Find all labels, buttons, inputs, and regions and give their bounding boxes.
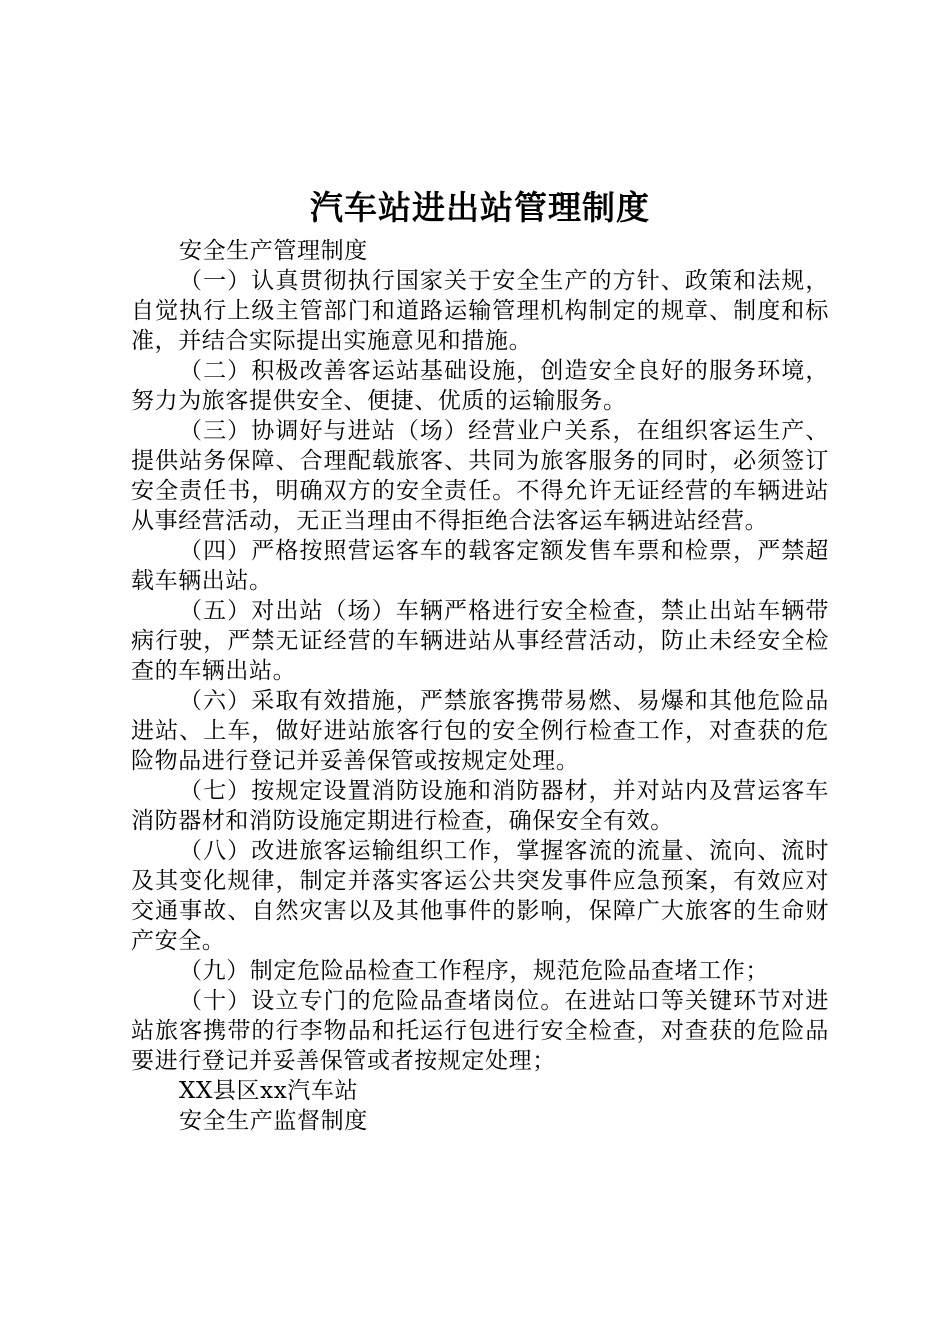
document-title: 汽车站进出站管理制度 — [310, 188, 650, 227]
document-page — [131, 180, 829, 1136]
list-item-3: （三）协调好与进站（场）经营业户关系，在组织客运生产、提供站务保障、合理配载旅客、共同为旅客服务的同时，必须签订安全责任书，明确双方的安全责任。不得允许无证经营的车辆进站从事经营活动，无正当理由不得拒绝合法客运车辆进站经营。 — [131, 418, 829, 534]
list-item-10: （十）设立专门的危险品查堵岗位。在进站口等关键环节对进站旅客携带的行李物品和托运行包进行安全检查，对查获的危险品要进行登记并妥善保管或者按规定处理； — [131, 988, 829, 1074]
signature-station-name: XX县区xx汽车站 — [179, 1078, 359, 1104]
list-item-8: （八）改进旅客运输组织工作，掌握客流的流量、流向、流时及其变化规律，制定并落实客运公共突发事件应急预案，有效应对交通事故、自然灾害以及其他事件的影响，保障广大旅客的生命财产安全。 — [131, 838, 829, 954]
list-item-7: （七）按规定设置消防设施和消防器材，并对站内及营运客车消防器材和消防设施定期进行检查，确保安全有效。 — [131, 778, 829, 834]
list-item-4: （四）严格按照营运客车的载客定额发售车票和检票，严禁超载车辆出站。 — [131, 538, 829, 594]
section-heading-safety-supervision: 安全生产监督制度 — [179, 1108, 368, 1134]
list-item-1: （一）认真贯彻执行国家关于安全生产的方针、政策和法规，自觉执行上级主管部门和道路运输管理机构制定的规章、制度和标准，并结合实际提出实施意见和措施。 — [131, 268, 829, 354]
list-item-2: （二）积极改善客运站基础设施，创造安全良好的服务环境，努力为旅客提供安全、便捷、优质的运输服务。 — [131, 358, 829, 414]
list-item-5: （五）对出站（场）车辆严格进行安全检查，禁止出站车辆带病行驶，严禁无证经营的车辆进站从事经营活动，防止未经安全检查的车辆出站。 — [131, 598, 829, 684]
list-item-9: （九）制定危险品检查工作程序，规范危险品查堵工作； — [179, 958, 769, 984]
list-item-6: （六）采取有效措施，严禁旅客携带易燃、易爆和其他危险品进站、上车，做好进站旅客行包的安全例行检查工作，对查获的危险物品进行登记并妥善保管或按规定处理。 — [131, 688, 829, 774]
section-heading-safety-management: 安全生产管理制度 — [179, 238, 368, 264]
